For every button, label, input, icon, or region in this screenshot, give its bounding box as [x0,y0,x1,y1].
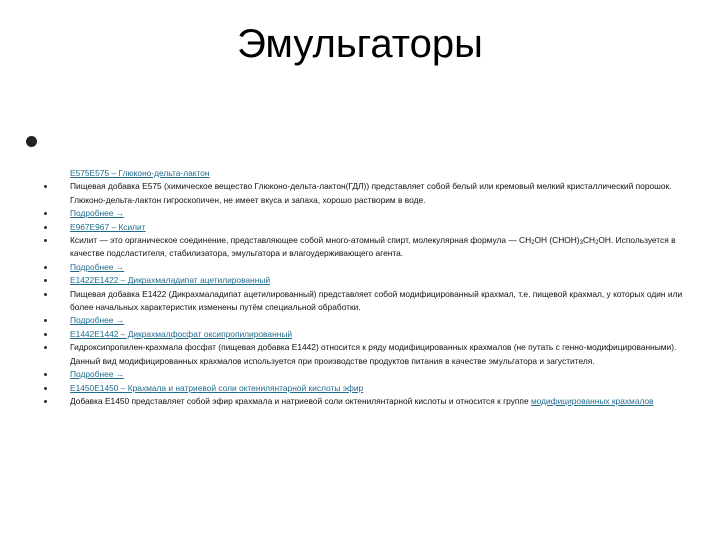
list-item-e1442-description [40,341,700,368]
list-item-e1450-description [40,395,700,408]
bullet-dot [44,185,47,188]
e967-description [70,235,676,258]
list-item-e1422-link[interactable] [40,274,700,287]
list-item-e967-description [40,234,700,261]
bullet-dot [44,226,47,229]
additives-list [40,167,700,408]
xylitol-text-d: OH. Используется в качестве подсластителя, стабилизатора, эмульгатора и влагоудерживающего агента. [70,235,676,259]
xylitol-text-b: OH (CHOH) [534,235,580,246]
list-item-e1422-description [40,288,700,315]
bullet-dot [44,212,47,215]
list-item-e1450-link[interactable] [40,382,700,395]
list-item-more-e967[interactable] [40,261,700,274]
bullet-dot [44,279,47,282]
bullet-dot [44,387,47,390]
e1422-description: Пищевая добавка Е1422 (Дикрахмаладипат ацетилированный) представляет собой модифицированный крахмал, т.е. пищевой крахмал, у которых один или более начальных характеристик изменены путём специальной обработки. [70,288,683,313]
modified-starches-link[interactable]: модифицированных крахмалов [530,395,654,406]
subscript: 3 [579,240,583,247]
e1450-description: Добавка E1450 представляет собой эфир крахмала и натриевой соли октенилянтарной кислоты и относится к группе [70,395,531,406]
e967-link[interactable]: E967E967 – Ксилит [70,221,146,232]
list-item-more-e1442[interactable] [40,368,700,381]
bullet-dot [44,239,47,242]
e1442-link[interactable]: E1442E1442 – Дикрахмалфосфат оксипропилированный [70,328,293,339]
more-link-e967[interactable]: Подробнее → [70,261,125,272]
bullet-dot [44,266,47,269]
bullet-dot [44,373,47,376]
list-item-e1442-link[interactable] [40,328,700,341]
more-link-e1442[interactable]: Подробнее → [70,369,125,380]
bullet-dot [44,293,47,296]
e1442-description: Гидроксипропилен-крахмала фосфат (пищевая добавка E1442) относится к ряду модифицированных крахмалов (не путать с генно-модифицированными). Данный вид модифицированных крахмалов используется при производстве продуктов питания в качестве эмульгатора и загустителя. [70,342,677,366]
xylitol-text-c: CH [582,235,596,246]
e575-link[interactable]: E575E575 – Глюконо-дельта-лактон [70,168,210,178]
bullet-dot [44,346,47,349]
bullet-dot [44,400,47,403]
bullet-dot [44,333,47,336]
xylitol-text-a: Ксилит — это органическое соединение, представляющее собой много-атомный спирт, молекулярная формула — CH [70,235,532,246]
bullet-dot [44,319,47,322]
list-item-e575-description [40,180,700,207]
subscript: 2 [531,240,535,247]
subscript: 2 [595,240,599,247]
more-link-e1422[interactable]: Подробнее → [70,315,125,326]
list-item-e575-link[interactable] [40,167,700,180]
e575-description: Пищевая добавка Е575 (химическое вещество Глюконо-дельта-лактон(ГДЛ)) представляет собой белый или кремовый мелкий кристаллический порошок. Глюконо-дельта-лактон гигроскопичен, не имеет вкуса и запаха, хорошо растворим в воде. [70,181,672,205]
empty-bullet-point [26,136,37,147]
slide-title: Эмульгаторы [237,22,483,66]
list-item-more-e575[interactable] [40,207,700,220]
list-item-more-e1422[interactable] [40,314,700,327]
e1450-link[interactable]: E1450E1450 – Крахмала и натриевой соли октенилянтарной кислоты эфир [70,382,364,393]
more-link-e575[interactable]: Подробнее → [70,208,125,219]
list-item-e967-link[interactable] [40,221,700,234]
e1422-link[interactable]: E1422E1422 – Дикрахмаладипат ацетилированный [70,275,271,286]
